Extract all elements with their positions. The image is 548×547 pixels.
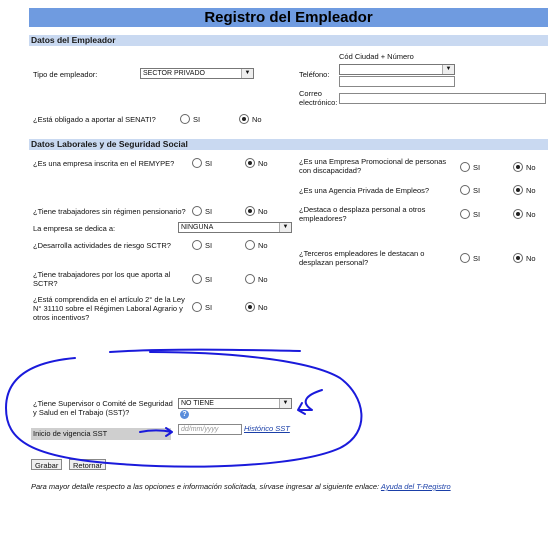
tipo-empleador-label: Tipo de empleador: [33,70,98,79]
telefono-label: Teléfono: [299,70,330,79]
annotation-line [110,350,300,352]
inicio-vigencia-label: Inicio de vigencia SST [31,428,171,440]
terceros-no-label: No [526,254,536,263]
annotation-arrow-supervisor [298,390,322,414]
agencia-no-label: No [526,186,536,195]
aporta-no-label: No [258,275,268,284]
retornar-button[interactable]: Retornar [69,459,106,470]
historico-sst-link[interactable]: Histórico SST [244,424,290,433]
chevron-down-icon: ▼ [279,223,291,232]
help-icon[interactable]: ? [180,410,189,419]
section-header-empleador: Datos del Empleador [29,35,548,46]
grabar-button[interactable]: Grabar [31,459,62,470]
destaca-question: ¿Destaca o desplaza personal a otros empleadores? [299,205,426,223]
supervisor-question: ¿Tiene Supervisor o Comité de Seguridad y Salud en el Trabajo (SST)? [33,399,173,417]
sin-regimen-si-label: SI [205,207,213,216]
promocional-no-label: No [526,163,536,172]
riesgo-no-label: No [258,241,268,250]
tipo-empleador-value: SECTOR PRIVADO [143,70,205,77]
promocional-question: ¿Es una Empresa Promocional de personas con discapacidad? [299,157,447,175]
chevron-down-icon: ▼ [279,399,291,408]
destaca-no-label: No [526,210,536,219]
agencia-si-label: SI [473,186,481,195]
terceros-si-label: SI [473,254,481,263]
senati-si-label: SI [193,115,201,124]
annotation-arrow-date [140,428,172,436]
date-placeholder: dd/mm/yyyy [181,426,219,433]
sin-regimen-no-label: No [258,207,268,216]
remype-question: ¿Es una empresa inscrita en el REMYPE? [33,159,175,168]
riesgo-si-label: SI [205,241,213,250]
riesgo-sctr-question: ¿Desarrolla actividades de riesgo SCTR? [33,241,171,250]
remype-no-label: No [258,159,268,168]
senati-question: ¿Está obligado a aportar al SENATI? [33,115,156,124]
chevron-down-icon: ▼ [241,69,253,78]
destaca-si-label: SI [473,210,481,219]
dedica-value: NINGUNA [181,224,214,231]
promocional-si-label: SI [473,163,481,172]
dedica-label: La empresa se dedica a: [33,224,116,233]
ley-si-label: SI [205,303,213,312]
ayuda-link[interactable]: Ayuda del T-Registro [380,482,451,491]
cod-ciudad-label: Cód Ciudad + Número [339,52,414,61]
supervisor-value: NO TIENE [181,400,214,407]
agencia-question: ¿Es una Agencia Privada de Empleos? [299,186,430,195]
senati-no-label: No [252,115,262,124]
chevron-down-icon: ▼ [442,65,454,74]
remype-si-label: SI [205,159,213,168]
ley-31110-question: ¿Está comprendida en el artículo 2° de la Ley N° 31110 sobre el Régimen Laboral Agrario y otros incentivos? [33,295,185,322]
sin-regimen-question: ¿Tiene trabajadores sin régimen pensionario? [33,207,186,216]
terceros-question: ¿Terceros empleadores le destacan o desplazan personal? [299,249,425,267]
ley-no-label: No [258,303,268,312]
correo-label: Correo electrónico: [299,89,338,107]
page-title: Registro del Empleador [29,8,548,27]
aporta-si-label: SI [205,275,213,284]
aporta-sctr-question: ¿Tiene trabajadores por los que aporta al SCTR? [33,270,171,288]
section-header-laborales: Datos Laborales y de Seguridad Social [29,139,548,150]
footer-text: Para mayor detalle respecto a las opciones e información solicitada, sírvase ingresar al siguiente enlace: [31,482,380,491]
